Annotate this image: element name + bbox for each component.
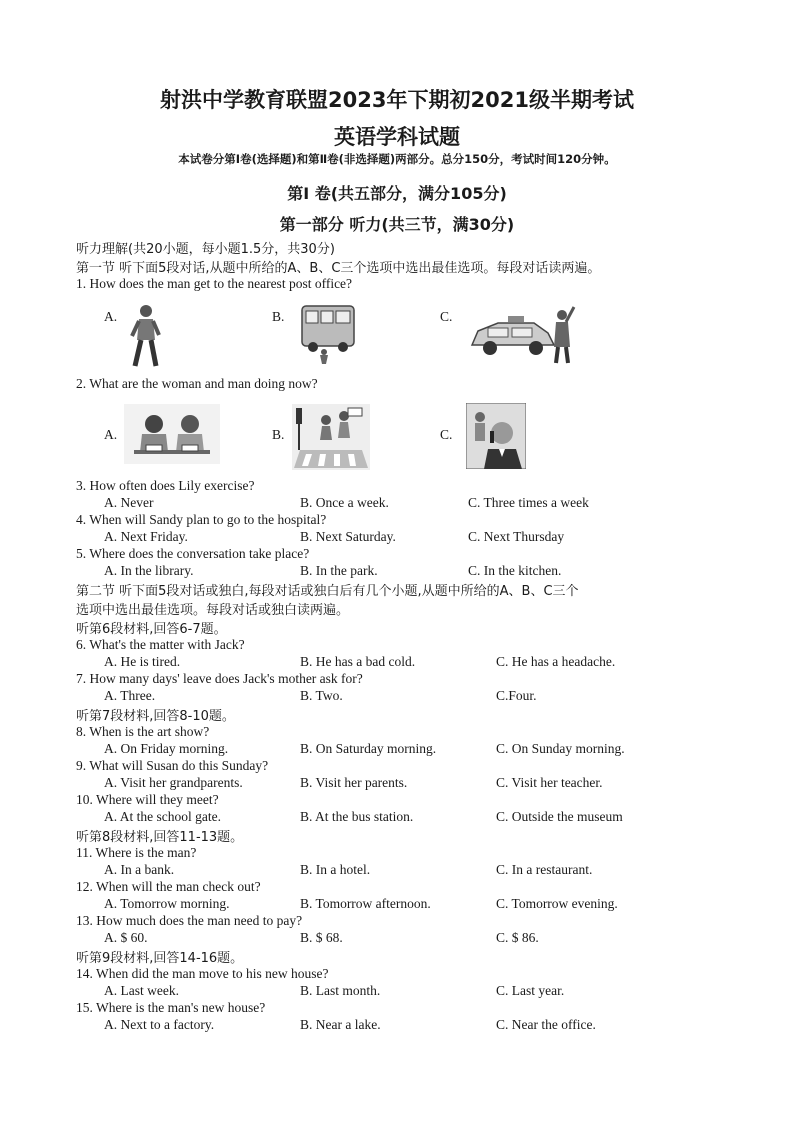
question-stem: 13. How much does the man need to pay? <box>76 913 303 928</box>
question-stem: 8. When is the art show? <box>76 724 210 739</box>
option-c: C. Last year. <box>496 983 565 998</box>
option-c: C. Next Thursday <box>468 529 565 544</box>
question-stem: 12. When will the man check out? <box>76 879 261 894</box>
option-b: B. At the bus station. <box>300 809 414 824</box>
option-b: B. Near a lake. <box>300 1017 381 1032</box>
option-c: C. Near the office. <box>496 1017 596 1032</box>
exam-note: 本试卷分第Ⅰ卷(选择题)和第Ⅱ卷(非选择题)两部分。总分150分，考试时间120分钟。 <box>178 152 616 166</box>
material-heading: 听第8段材料,回答11-13题。 <box>76 830 244 845</box>
option-a: A. In the library. <box>104 563 194 578</box>
question-stem: 15. Where is the man's new house? <box>76 1000 266 1015</box>
option-letter: B. <box>272 427 285 442</box>
material-heading: 听第9段材料,回答14-16题。 <box>76 951 244 966</box>
option-letter: A. <box>104 309 118 324</box>
bus-icon <box>298 302 360 366</box>
option-letter: C. <box>440 309 453 324</box>
question-stem: 5. Where does the conversation take place? <box>76 546 310 561</box>
option-c: C. Tomorrow evening. <box>496 896 618 911</box>
option-b: B. Visit her parents. <box>300 775 408 790</box>
option-b: B. In a hotel. <box>300 862 371 877</box>
option-b: B. Last month. <box>300 983 381 998</box>
section2-instructions-cont: 选项中选出最佳选项。每段对话或独白读两遍。 <box>76 603 350 618</box>
option-b: B. $ 68. <box>300 930 343 945</box>
option-a: A. $ 60. <box>104 930 148 945</box>
option-c: C.Four. <box>496 688 537 703</box>
option-c: C. On Sunday morning. <box>496 741 625 756</box>
option-a: A. In a bank. <box>104 862 175 877</box>
exam-title: 射洪中学教育联盟2023年下期初2021级半期考试 <box>160 88 634 112</box>
listening-intro: 听力理解(共20小题，每小题1.5分，共30分) <box>76 242 335 257</box>
option-a: A. Next Friday. <box>104 529 188 544</box>
option-b: B. On Saturday morning. <box>300 741 437 756</box>
option-a: A. Next to a factory. <box>104 1017 215 1032</box>
option-a: A. Visit her grandparents. <box>104 775 243 790</box>
option-c: C. Outside the museum <box>496 809 623 824</box>
phone-call-icon <box>466 403 526 469</box>
option-b: B. In the park. <box>300 563 378 578</box>
question-stem: 1. How does the man get to the nearest post office? <box>76 276 353 291</box>
section1-instructions: 第一节 听下面5段对话,从题中所给的A、B、C三个选项中选出最佳选项。每段对话读两遍。 <box>76 261 601 276</box>
question-stem: 10. Where will they meet? <box>76 792 219 807</box>
option-letter: A. <box>104 427 118 442</box>
question-stem: 6. What's the matter with Jack? <box>76 637 245 652</box>
walking-man-icon <box>124 302 168 370</box>
option-a: A. On Friday morning. <box>104 741 229 756</box>
option-c: C. In the kitchen. <box>468 563 562 578</box>
option-letter: B. <box>272 309 285 324</box>
option-letter: C. <box>440 427 453 442</box>
option-a: A. Three. <box>104 688 156 703</box>
crossing-street-icon <box>292 404 370 470</box>
option-c: C. $ 86. <box>496 930 539 945</box>
option-b: B. Next Saturday. <box>300 529 396 544</box>
section2-instructions: 第二节 听下面5段对话或独白,每段对话或独白后有几个小题,从题中所给的A、B、C三个 <box>76 584 579 599</box>
material-heading: 听第6段材料,回答6-7题。 <box>76 622 227 637</box>
option-a: A. Last week. <box>104 983 179 998</box>
question-stem: 9. What will Susan do this Sunday? <box>76 758 269 773</box>
option-b: B. Tomorrow afternoon. <box>300 896 431 911</box>
question-stem: 4. When will Sandy plan to go to the hospital? <box>76 512 327 527</box>
question-stem: 7. How many days' leave does Jack's mother ask for? <box>76 671 363 686</box>
option-c: C. Visit her teacher. <box>496 775 603 790</box>
option-b: B. Once a week. <box>300 495 389 510</box>
option-c: C. He has a headache. <box>496 654 616 669</box>
exam-subtitle: 英语学科试题 <box>334 125 460 149</box>
option-c: C. In a restaurant. <box>496 862 593 877</box>
question-stem: 3. How often does Lily exercise? <box>76 478 255 493</box>
option-b: B. He has a bad cold. <box>300 654 416 669</box>
material-heading: 听第7段材料,回答8-10题。 <box>76 709 235 724</box>
part-heading: 第一部分 听力(共三节，满30分) <box>279 215 515 234</box>
question-stem: 11. Where is the man? <box>76 845 197 860</box>
option-a: A. Never <box>104 495 154 510</box>
option-a: A. He is tired. <box>104 654 181 669</box>
question-stem: 2. What are the woman and man doing now? <box>76 376 318 391</box>
question-stem: 14. When did the man move to his new house? <box>76 966 329 981</box>
option-b: B. Two. <box>300 688 343 703</box>
reading-people-icon <box>124 404 220 464</box>
volume-heading: 第Ⅰ 卷(共五部分，满分105分) <box>287 184 507 203</box>
option-a: A. At the school gate. <box>104 809 221 824</box>
taxi-icon <box>468 303 578 365</box>
option-c: C. Three times a week <box>468 495 589 510</box>
option-a: A. Tomorrow morning. <box>104 896 230 911</box>
